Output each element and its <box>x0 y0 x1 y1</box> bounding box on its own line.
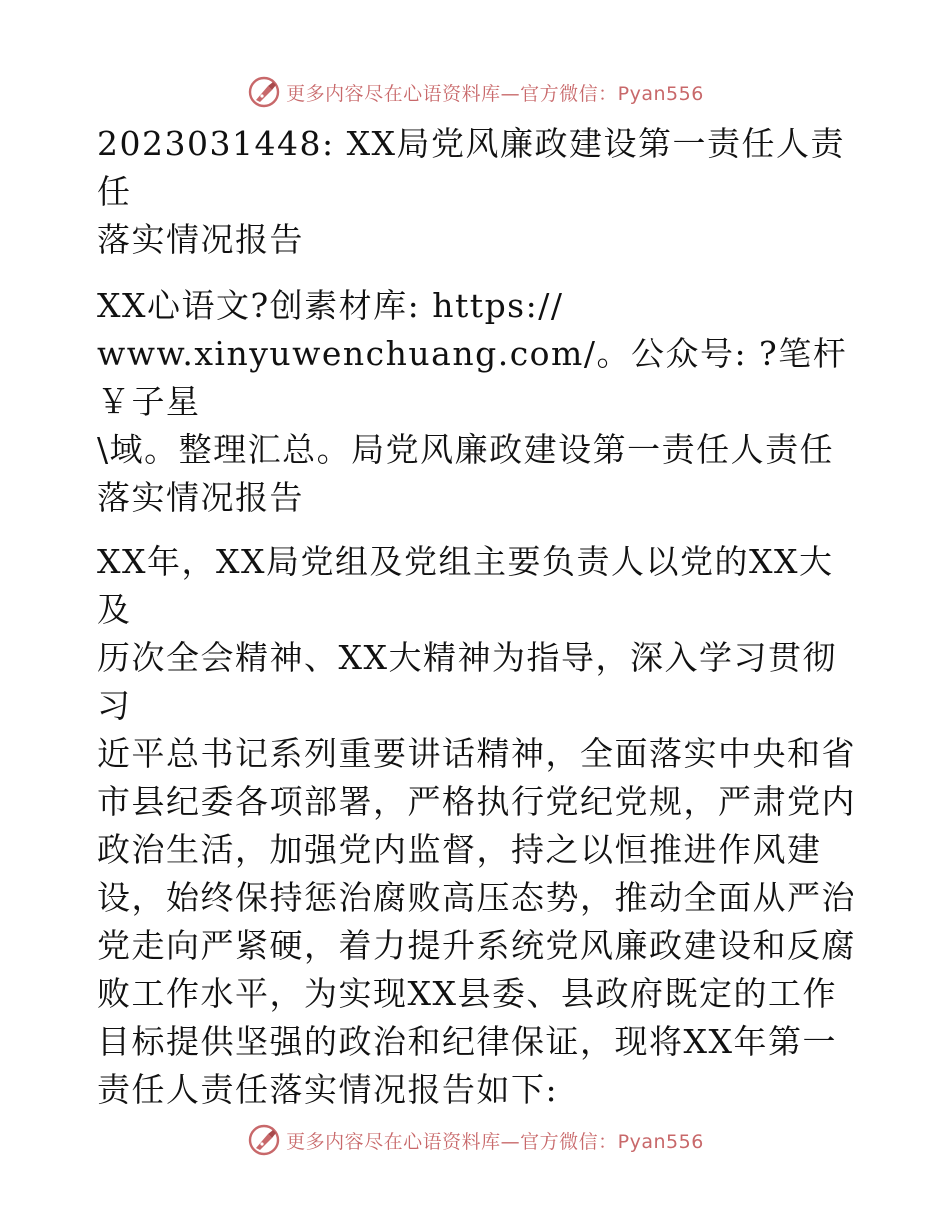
document-body <box>97 120 857 1114</box>
title-line: 落实情况报告 <box>97 220 304 259</box>
watermark-wechat-id: Pyan556 <box>617 1130 704 1153</box>
pen-nib-logo-icon <box>246 74 282 110</box>
watermark-text: 更多内容尽在心语资料库—官方微信：Pyan556 <box>286 82 704 105</box>
body-line: 败工作水平，为实现XX县委、县政府既定的工作 <box>97 974 837 1013</box>
body-line: XX年，XX局党组及党组主要负责人以党的XX大及 <box>97 542 834 629</box>
body-line: 近平总书记系列重要讲话精神，全面落实中央和省 <box>97 734 856 773</box>
source-line: XX心语文?创素材库: https:// <box>97 286 564 325</box>
body-line: 市县纪委各项部署，严格执行党纪党规，严肃党内 <box>97 782 856 821</box>
body-paragraph <box>97 538 857 1114</box>
header-watermark <box>0 72 950 112</box>
source-line: www.xinyuwenchuang.com/。公众号: ?笔杆￥子星 <box>97 334 848 421</box>
source-paragraph <box>97 282 857 522</box>
source-line: 落实情况报告 <box>97 478 304 517</box>
document-title <box>97 120 857 264</box>
pen-nib-logo-icon <box>246 1122 282 1158</box>
body-line: 目标提供坚强的政治和纪律保证，现将XX年第一 <box>97 1022 837 1061</box>
title-line: 2023031448: XX局党风廉政建设第一责任人责任 <box>97 124 846 211</box>
body-line: 责任人责任落实情况报告如下: <box>97 1070 559 1109</box>
body-line: 政治生活，加强党内监督，持之以恒推进作风建 <box>97 830 822 869</box>
footer-watermark <box>0 1120 950 1160</box>
body-line: 历次全会精神、XX大精神为指导，深入学习贯彻习 <box>97 638 837 725</box>
watermark-text: 更多内容尽在心语资料库—官方微信：Pyan556 <box>286 1130 704 1153</box>
source-line: \域。整理汇总。局党风廉政建设第一责任人责任 <box>97 430 835 469</box>
body-line: 设，始终保持惩治腐败高压态势，推动全面从严治 <box>97 878 856 917</box>
watermark-wechat-id: Pyan556 <box>617 82 704 105</box>
body-line: 党走向严紧硬，着力提升系统党风廉政建设和反腐 <box>97 926 856 965</box>
